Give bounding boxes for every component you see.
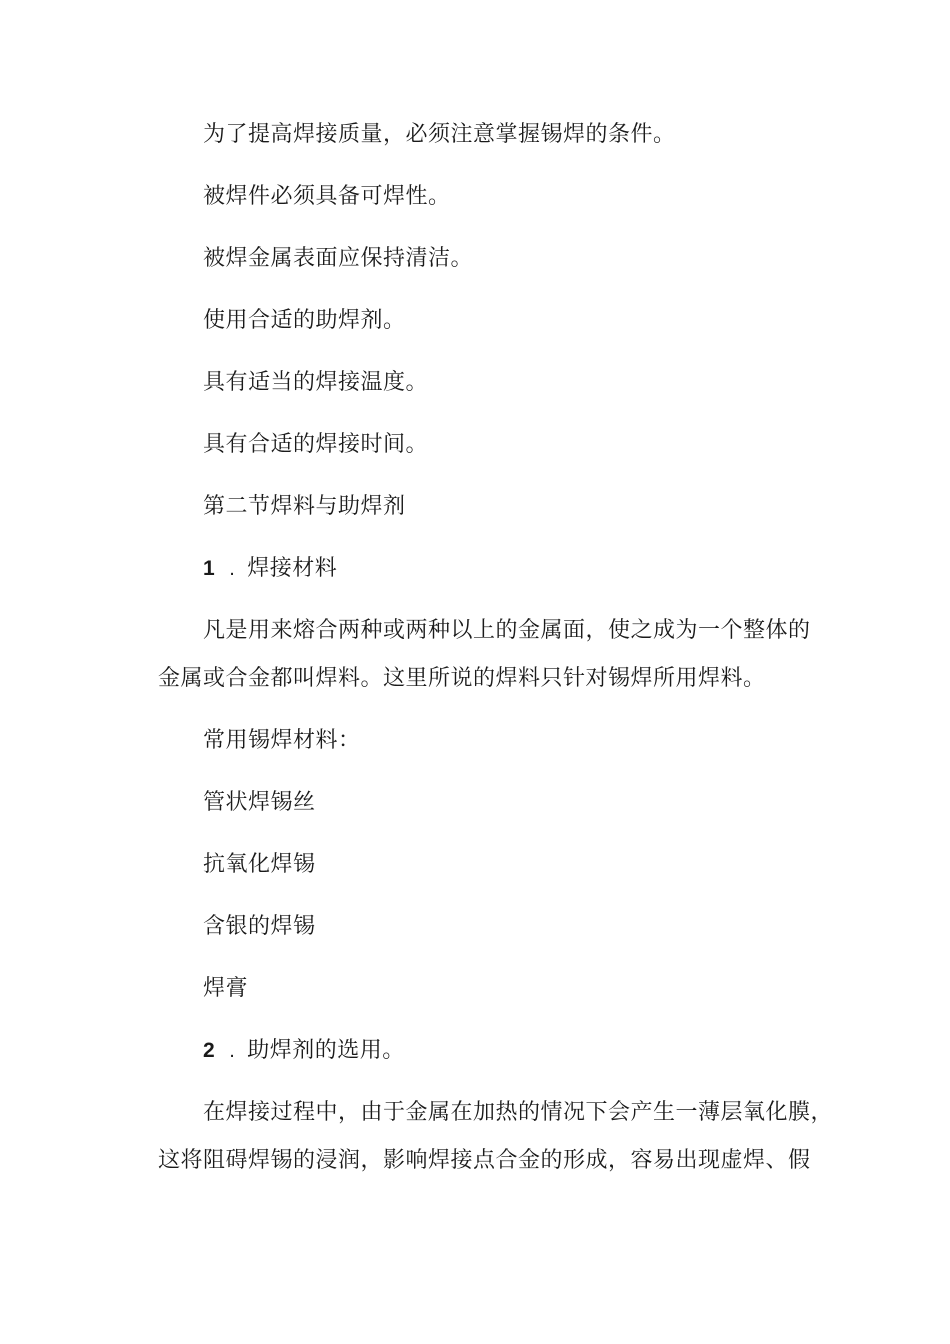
section-heading-text: 焊接材料 bbox=[247, 556, 338, 581]
paragraph-line: 使用合适的助焊剂。 bbox=[203, 308, 406, 333]
section-dot: . bbox=[229, 1040, 236, 1062]
paragraph-line: 为了提高焊接质量，必须注意掌握锡焊的条件。 bbox=[203, 122, 676, 147]
section-heading-text: 助焊剂的选用。 bbox=[247, 1038, 405, 1063]
list-item: 焊膏 bbox=[203, 976, 249, 1001]
section-number: 1 bbox=[203, 557, 216, 580]
paragraph-line: 具有适当的焊接温度。 bbox=[203, 370, 429, 395]
section-title: 第二节焊料与助焊剂 bbox=[203, 494, 406, 519]
list-heading: 常用锡焊材料： bbox=[203, 728, 361, 753]
paragraph-line bbox=[158, 1146, 811, 1176]
section-heading-1 bbox=[203, 554, 337, 584]
paragraph-text: 这将阻碍焊锡的浸润，影响焊接点合金的形成，容易出现虚焊、假 bbox=[158, 1148, 811, 1173]
paragraph-line: 具有合适的焊接时间。 bbox=[203, 432, 429, 457]
list-item: 抗氧化焊锡 bbox=[203, 852, 316, 877]
paragraph-text: 凡是用来熔合两种或两种以上的金属面，使之成为一个整体的 bbox=[203, 618, 811, 643]
paragraph-line bbox=[203, 1098, 834, 1128]
paragraph-line: 金属或合金都叫焊料。这里所说的焊料只针对锡焊所用焊料。 bbox=[158, 666, 766, 691]
paragraph-line: 被焊件必须具备可焊性。 bbox=[203, 184, 451, 209]
section-number: 2 bbox=[203, 1039, 216, 1062]
list-item: 含银的焊锡 bbox=[203, 914, 316, 939]
section-heading-2 bbox=[203, 1036, 405, 1066]
paragraph-line: 被焊金属表面应保持清洁。 bbox=[203, 246, 474, 271]
list-item: 管状焊锡丝 bbox=[203, 790, 316, 815]
paragraph-text: 在焊接过程中，由于金属在加热的情况下会产生一薄层氧化膜， bbox=[203, 1100, 834, 1125]
paragraph-line bbox=[203, 616, 811, 646]
section-dot: . bbox=[229, 558, 236, 580]
